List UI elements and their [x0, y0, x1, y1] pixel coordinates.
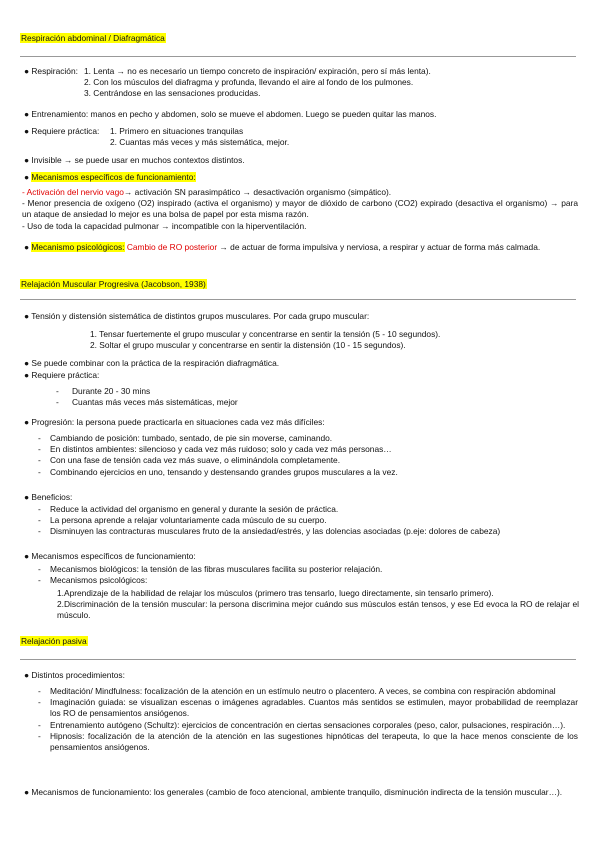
progresion-item: Con una fase de tensión cada vez más suave, o eliminándola completamente. [50, 455, 341, 466]
procedimiento-item: Meditación/ Mindfulness: focalización de la atención en un estímulo neutro o placentero. A veces, se combina con respiración abdominal [50, 686, 556, 696]
beneficios-line: ● Beneficios: [24, 492, 73, 502]
vago-highlight: - Activación del nervio vago [22, 187, 124, 197]
progresion-list: - Cambiando de posición: tumbado, sentado, de pie sin moverse, caminando. - En distintos ambientes: silencioso y cada vez más ruidoso; solo y cada vez más personas… - Con una fase de tensión cada vez más suave, o eliminándola completamente. - Combinando ejercicios en uno, tensando y destensando grandes grupos musculares a la vez. [38, 433, 398, 477]
mecanismos-list: - Mecanismos biológicos: la tensión de las fibras musculares facilita su posterior relajación. - Mecanismos psicológicos: [38, 564, 383, 586]
mecanismo-item: Mecanismos biológicos: la tensión de las fibras musculares facilita su posterior relajación. [50, 564, 383, 574]
progresion-item: Combinando ejercicios en uno, tensando y destensando grandes grupos musculares a la vez. [50, 466, 398, 477]
steps-list [90, 329, 580, 351]
divider [20, 659, 576, 660]
step-item: 2. Soltar el grupo muscular y concentrarse en sentir la distensión (10 - 15 segundos). [90, 340, 406, 351]
combinar-line: ● Se puede combinar con la práctica de la respiración diafragmática. [24, 358, 280, 368]
step-item: 1. Tensar fuertemente el grupo muscular y concentrarse en sentir la tensión (5 - 10 segundos). [90, 329, 441, 339]
requiere-item: 1. Primero en situaciones tranquilas [110, 126, 244, 136]
divider [20, 299, 576, 300]
procedimiento-item: Entrenamiento autógeno (Schultz): ejercicios de concentración en ciertas sensaciones corporales (peso, calor, pulsaciones, respiración…). [50, 719, 566, 730]
progresion-item: Cambiando de posición: tumbado, sentado, de pie sin moverse, caminando. [50, 433, 333, 443]
invisible-line: ● Invisible → se puede usar en muchos contextos distintos. [24, 155, 245, 165]
mecanismos-label: Mecanismos específicos de funcionamiento: [31, 172, 196, 182]
requiere-line: ● Requiere práctica: [24, 370, 100, 380]
requiere-item: 2. Cuantas más veces y más sistemática, mejor. [110, 137, 290, 148]
procedimientos-list: - Meditación/ Mindfulness: focalización de la atención en un estímulo neutro o placentero. A veces, se combina con respiración abdominal - Imaginación guiada: se visualizan escenas o imágenes agradables. Cuantos más sentidos se estimulen, mayor probabilidad de reemplazar los RO de pensamientos ansiógenos. - Entrenamiento autógeno (Schultz): ejercicios de concentración en ciertas sensaciones corporales (peso, calor, pulsaciones, respiración…). - Hipnosis: focalización de la atención de la atención en las sugestiones hipnóticas del terapeuta, lo que la hace menos consciente de los pensamientos ansiógenos. [38, 686, 578, 753]
procedimiento-item: Hipnosis: focalización de la atención de la atención en las sugestiones hipnóticas del terapeuta, lo que la hace menos consciente de los pensamientos ansiógenos. [50, 730, 578, 753]
section-heading-pasiva: Relajación pasiva [21, 636, 87, 646]
beneficios-list: - Reduce la actividad del organismo en general y durante la sesión de práctica. - La persona aprende a relajar voluntariamente cada músculo de su cuerpo. - Disminuyen las contracturas musculares fruto de la ansiedad/estrés, y las dolencias asociadas (p.eje: dolores de cabeza) [38, 504, 501, 537]
mecanismos-line: ● Mecanismos específicos de funcionamiento: [24, 551, 196, 561]
resp-label: ● Respiración: [24, 66, 78, 76]
requiere-item: Durante 20 - 30 mins [72, 386, 151, 396]
psico-red: Cambio de RO posterior [126, 242, 218, 252]
progresion-line: ● Progresión: la persona puede practicarla en situaciones cada vez más difíciles: [24, 417, 325, 427]
respiracion-block [24, 66, 580, 100]
mecanismos-list: - Activación del nervio vago→ activación SN parasimpático → desactivación organismo (simpático). - Menor presencia de oxígeno (O2) inspirado (activa el organismo) y mayor de dióxido de carbono (CO2) expirado (desactiva el organismo) → para un ataque de ansiedad lo mejor es una bolsa de papel por esta misma razón. - Uso de toda la capacidad pulmonar → incompatible con la hiperventilación. [22, 187, 578, 231]
entrenamiento-line: ● Entrenamiento: manos en pecho y abdomen, solo se mueve el abdomen. Luego se pueden quitar las manos. [24, 109, 437, 119]
resp-item: 3. Centrándose en las sensaciones producidas. [84, 88, 261, 99]
psico-item: 2.Discriminación de la tensión muscular: la persona discrimina mejor cuándo sus músculos están tensos, y ese Ed evoca la RO de relajar el músculo. [57, 599, 579, 621]
beneficio-item: Reduce la actividad del organismo en general y durante la sesión de práctica. [50, 504, 339, 514]
section-heading-jacobson: Relajación Muscular Progresiva (Jacobson, 1938) [21, 279, 206, 289]
resp-item: 1. Lenta → no es necesario un tiempo concreto de inspiración/ expiración, pero sí más lenta). [84, 66, 431, 76]
beneficio-item: La persona aprende a relajar voluntariamente cada músculo de su cuerpo. [50, 515, 327, 526]
mecanismo-item: Mecanismos psicológicos: [50, 575, 148, 586]
psico-label: Mecanismo psicológicos: [31, 242, 125, 252]
tension-line: ● Tensión y distensión sistemática de distintos grupos musculares. Por cada grupo muscular: [24, 311, 370, 321]
requiere-list: - Durante 20 - 30 mins - Cuantas más veces más sistemáticas, mejor [56, 386, 238, 408]
oxigeno-line: - Menor presencia de oxígeno (O2) inspirado (activa el organismo) y mayor de dióxido de carbono (CO2) expirado (desactiva el organismo) → para un ataque de ansiedad lo mejor es una bolsa de papel por esta misma razón. [22, 198, 578, 220]
requiere-item: Cuantas más veces más sistemáticas, mejor [72, 397, 238, 408]
mecanismos-generales-line: ● Mecanismos de funcionamiento: los generales (cambio de foco atencional, ambiente tranquilo, disminución indirecta de la tensión muscular…). [24, 787, 563, 797]
procedimiento-item: Imaginación guiada: se visualizan escenas o imágenes agradables. Cuantos más sentidos se estimulen, mayor probabilidad de reemplazar los RO de pensamientos ansiógenos. [50, 697, 578, 719]
requiere-block [24, 126, 580, 148]
progresion-item: En distintos ambientes: silencioso y cada vez más ruidoso; solo y cada vez más personas… [50, 444, 392, 455]
mecanismos-heading: ● Mecanismos específicos de funcionamiento: [24, 172, 196, 182]
requiere-label: ● Requiere práctica: [24, 126, 100, 136]
beneficio-item: Disminuyen las contracturas musculares fruto de la ansiedad/estrés, y las dolencias asociadas (p.eje: dolores de cabeza) [50, 526, 501, 537]
psico-item: 1.Aprendizaje de la habilidad de relajar los músculos (primero tras tensarlo, luego directamente, sin tensarlo primero). [57, 588, 494, 598]
section-heading-respiracion: Respiración abdominal / Diafragmática [21, 33, 165, 43]
resp-item: 2. Con los músculos del diafragma y profunda, llevando el aire al fondo de los pulmones. [84, 77, 414, 88]
divider [20, 56, 576, 57]
psico-list [57, 588, 579, 622]
procedimientos-line: ● Distintos procedimientos: [24, 670, 125, 680]
psicologico-line: ● Mecanismo psicológicos: Cambio de RO posterior → de actuar de forma impulsiva y nerviosa, a respirar y actuar de forma más calmada. [24, 242, 541, 252]
capacidad-line: - Uso de toda la capacidad pulmonar → incompatible con la hiperventilación. [22, 220, 307, 231]
